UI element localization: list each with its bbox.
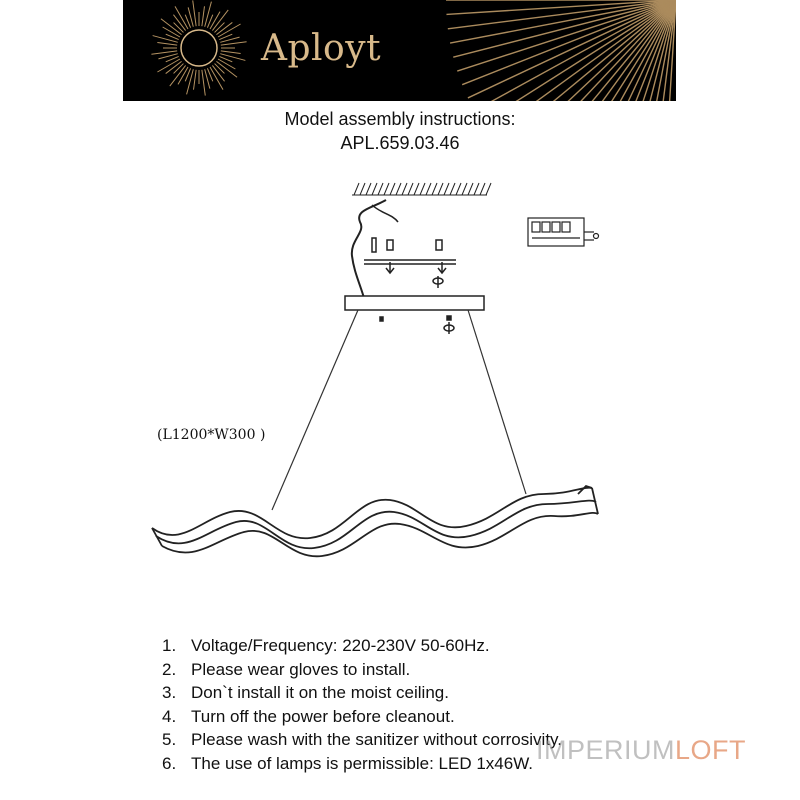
- list-item: 4. Turn off the power before cleanout.: [162, 706, 455, 726]
- suspension-cables: [272, 310, 526, 510]
- power-cable: [352, 200, 386, 298]
- list-item: 5. Please wash with the sanitizer without corrosivity.: [162, 730, 563, 749]
- mounting-bracket: [364, 260, 456, 288]
- instructions-list: [162, 634, 562, 775]
- document-title: Model assembly instructions:: [284, 109, 516, 129]
- list-item: 6. The use of lamps is permissible: LED 1x46W.: [162, 753, 534, 773]
- wave-lamp-body: [152, 486, 598, 556]
- list-item: 3. Don`t install it on the moist ceiling.: [162, 683, 449, 702]
- brand-name: Aployt: [261, 28, 382, 69]
- terminal-block: [528, 218, 599, 246]
- list-item: 1. Voltage/Frequency: 220-230V 50-60Hz.: [162, 636, 490, 655]
- list-item: 2. Please wear gloves to install.: [162, 659, 411, 679]
- ceiling-hatch: [352, 183, 491, 195]
- canopy: [345, 296, 484, 310]
- watermark: IMPERIUMLOFT: [536, 735, 747, 765]
- dimensions-label: (L1200*W300 ): [157, 427, 266, 443]
- mounting-screws: [372, 238, 442, 252]
- model-code: APL.659.03.46: [340, 133, 460, 153]
